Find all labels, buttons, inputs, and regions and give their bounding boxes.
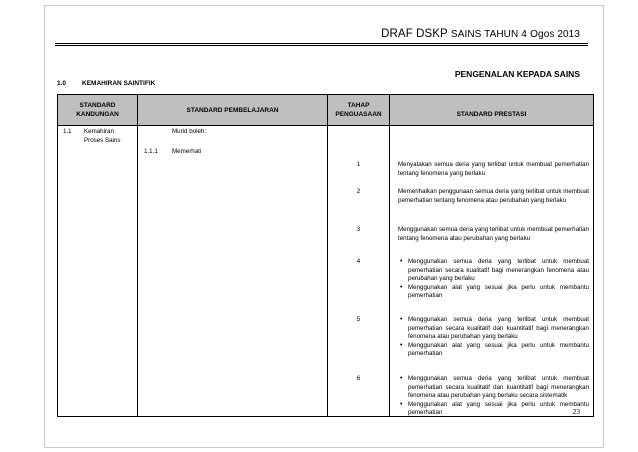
- learning-standard-cell: [138, 126, 328, 417]
- section-title: PENGENALAN KEPADA SAINS: [454, 69, 580, 79]
- performance-standard-cell: [390, 126, 594, 417]
- level-description: [398, 258, 589, 301]
- section-number: 1.0: [57, 80, 67, 87]
- page-number: 23: [572, 407, 580, 416]
- header-performance-standard: STANDARD PRESTASI: [390, 95, 594, 126]
- bullet-item: • Menggunakan semua deria yang terlibat untuk membuat pemerhatian secara kualitatif dan kuantitatif bagi menerangkan fenomena atau perubahan yang berlaku: [398, 316, 589, 342]
- level-number: 4: [356, 258, 361, 265]
- bullet-item: • Menggunakan alat yang sesuai jika perlu untuk membantu pemerhatian: [398, 284, 589, 301]
- level-number: 3: [356, 226, 361, 233]
- bullet-item: • Menggunakan semua deria yang terlibat untuk membuat pemerhatian secara kualitatif dan kuantitatif bagi menerangkan fenomena atau perubahan yang berlaku secara sistematik: [398, 375, 589, 401]
- bullet-item: • Menggunakan alat yang sesuai jika perlu untuk membantu pemerhatian: [398, 342, 589, 359]
- document-header: [381, 28, 580, 40]
- level-number: 2: [356, 188, 361, 195]
- header-learning-standard: STANDARD PEMBELAJARAN: [138, 95, 328, 126]
- level-number: 6: [356, 375, 361, 382]
- bullet-item: • Menggunakan semua deria yang terlibat untuk membuat pemerhatian secara kualitatif bagi menerangkan fenomena atau perubahan yang berlaku: [398, 258, 589, 284]
- table-row: [58, 126, 594, 417]
- level-description: Menyatakan semua deria yang terlibat untuk membuat pemerhatian tentang fenomena yang berlaku: [398, 161, 589, 177]
- level-description: [398, 375, 589, 418]
- table-header-row: [58, 95, 594, 126]
- level-description: Memerihalkan penggunaan semua deria yang terlibat untuk membuat pemerhatian tentang fenomena atau perubahan yang berlaku: [398, 188, 589, 204]
- content-standard-cell: [58, 126, 138, 417]
- level-number: 1: [356, 161, 361, 168]
- bullet-item: • Menggunakan alat yang sesuai jika perlu untuk membantu pemerhatian: [398, 401, 589, 418]
- doc-date: Ogos 2013: [530, 29, 580, 40]
- level-number: 5: [356, 316, 361, 323]
- header-rule: [55, 43, 588, 46]
- header-content-standard: STANDARD KANDUNGAN: [58, 95, 138, 126]
- doc-title: SAINS TAHUN 4: [450, 29, 527, 40]
- standards-table: [57, 94, 594, 417]
- learning-standard-intro: Murid boleh:: [172, 128, 207, 135]
- header-mastery-level: TAHAP PENGUASAAN: [328, 95, 390, 126]
- section-name: KEMAHIRAN SAINTIFIK: [82, 80, 156, 87]
- learning-standard-label: Memerhati: [172, 148, 202, 155]
- content-standard-label: Kemahiran Proses Sains: [84, 128, 121, 144]
- level-description: [398, 316, 589, 359]
- mastery-level-cell: [328, 126, 390, 417]
- draft-label: DRAF DSKP: [381, 28, 448, 40]
- learning-standard-number: 1.1.1: [144, 148, 158, 155]
- level-description: Menggunakan semua deria yang terlibat untuk membuat pemerhatian tentang fenomena atau perubahan yang berlaku: [398, 226, 589, 242]
- content-standard-number: 1.1: [63, 128, 72, 135]
